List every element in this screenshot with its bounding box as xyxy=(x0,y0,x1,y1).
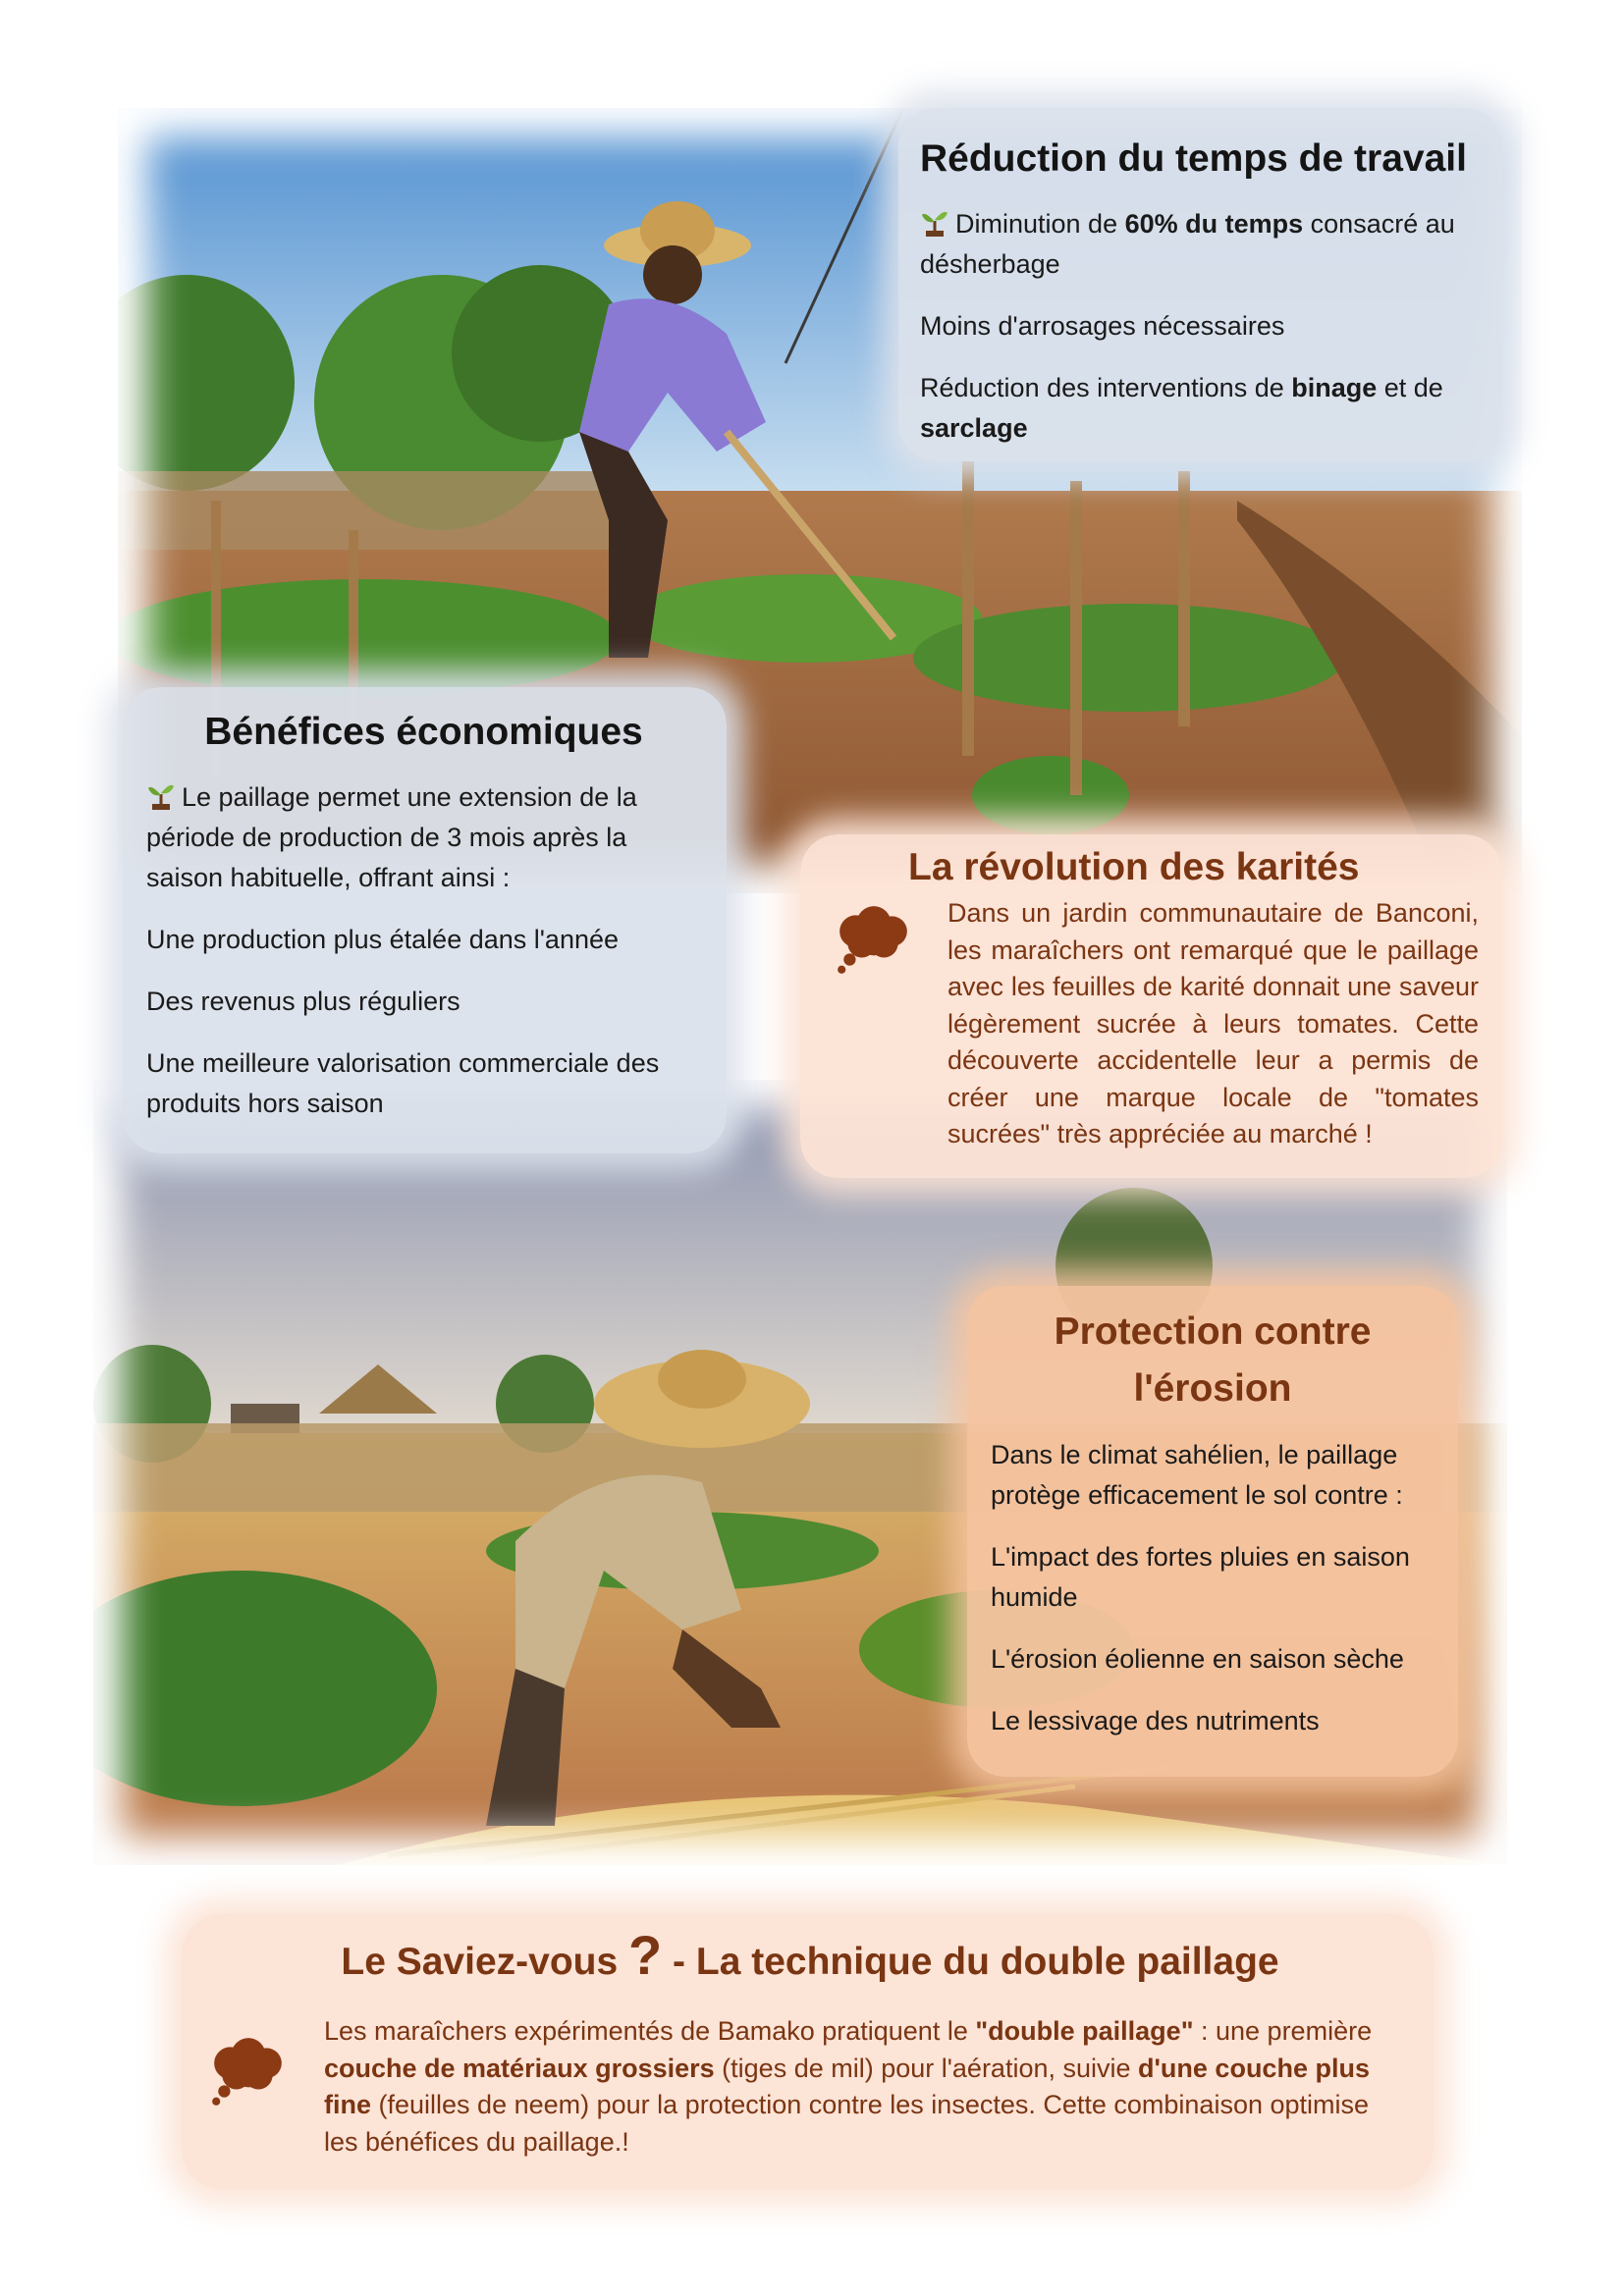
erosion-item-1: L'impact des fortes pluies en saison humide xyxy=(991,1542,1410,1612)
erosion-title: Protection contre l'érosion xyxy=(1054,1310,1372,1410)
question-mark: ? xyxy=(628,1924,663,1986)
sprout-icon xyxy=(920,209,949,237)
sprout-icon xyxy=(146,782,176,810)
benefices-item-3: Une meilleure valorisation commerciale des produits hors saison xyxy=(146,1048,660,1118)
reduction-item-1: Diminution de 60% du temps consacré au désherbage xyxy=(920,209,1455,279)
reduction-card xyxy=(898,108,1502,461)
erosion-item-3: Le lessivage des nutriments xyxy=(991,1706,1320,1735)
saviez-card xyxy=(182,1914,1434,2189)
erosion-intro: Dans le climat sahélien, le paillage protège efficacement le sol contre : xyxy=(991,1440,1403,1510)
revolution-title: La révolution des karités xyxy=(908,846,1360,888)
reduction-item-3: Réduction des interventions de binage et de sarclage xyxy=(920,373,1443,443)
erosion-item-2: L'érosion éolienne en saison sèche xyxy=(991,1644,1404,1674)
benefices-item-1: Une production plus étalée dans l'année xyxy=(146,925,620,954)
reduction-title: Réduction du temps de travail xyxy=(920,137,1467,180)
benefices-item-2: Des revenus plus réguliers xyxy=(146,987,460,1016)
reduction-item-2: Moins d'arrosages nécessaires xyxy=(920,311,1285,341)
thought-bubble-icon xyxy=(208,2035,289,2108)
thought-bubble-icon xyxy=(834,903,914,976)
erosion-card xyxy=(967,1286,1458,1777)
benefices-title: Bénéfices économiques xyxy=(204,711,643,753)
revolution-card xyxy=(800,834,1502,1178)
benefices-intro: Le paillage permet une extension de la période de production de 3 mois après la saison habituelle, offrant ainsi : xyxy=(146,782,637,892)
benefices-card xyxy=(123,687,727,1153)
revolution-text: Dans un jardin communautaire de Banconi, les maraîchers ont remarqué que le paillage avec les feuilles de karité donnait une saveur légèrement sucrée à leurs tomates. Cette découverte accidentelle leur a permis de créer une marque locale de "tomates sucrées" très appréciée au marché ! xyxy=(947,898,1479,1148)
saviez-text: Les maraîchers expérimentés de Bamako pratiquent le "double paillage" : une première couche de matériaux grossiers (tiges de mil) pour l'aération, suivie d'une couche plus fine (feuilles de neem) pour la protection contre les insectes. Cette combinaison optimise les bénéfices du paillage.! xyxy=(324,2016,1373,2157)
saviez-title: Le Saviez-vous ? - La technique du double paillage xyxy=(341,1924,1279,1986)
